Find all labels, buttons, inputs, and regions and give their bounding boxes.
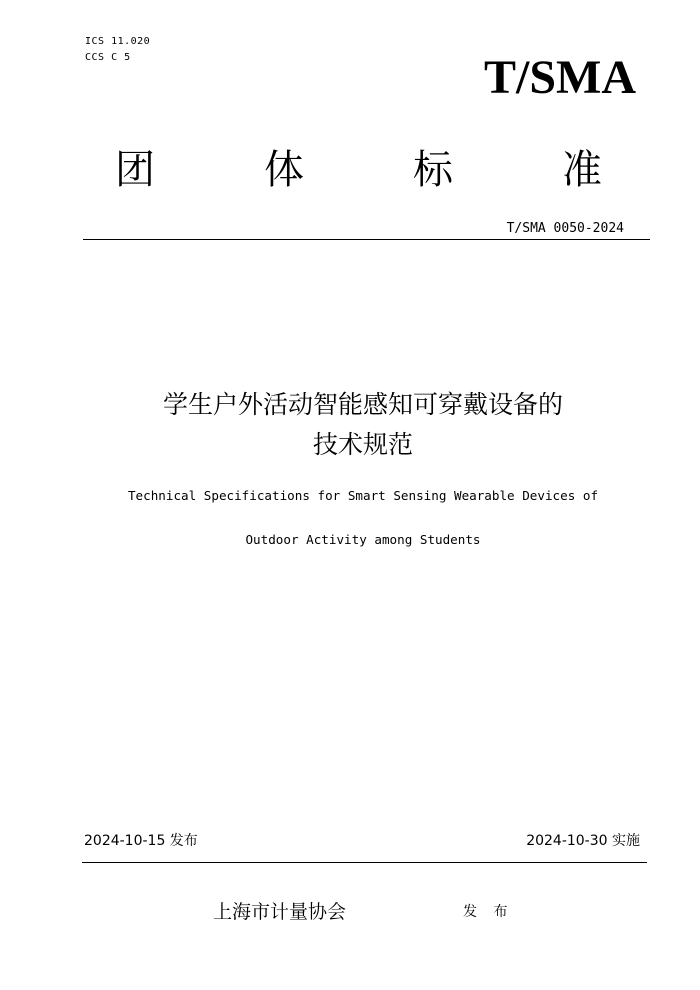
title-english-line-2: Outdoor Activity among Students [245,532,481,547]
title-english-line-1: Technical Specifications for Smart Sensing Wearable Devices of [127,488,599,503]
publisher-name: 上海市计量协会 [213,901,347,923]
ics-code: ICS 11.020 [85,36,151,47]
bottom-divider [82,862,647,863]
top-divider [83,239,650,240]
title-chinese-line-1: 学生户外活动智能感知可穿戴设备的 [162,390,563,419]
publish-label: 发 布 [463,904,514,920]
standard-type-char: 准 [562,147,602,193]
implementation-date: 2024-10-30 实施 [526,833,640,849]
title-chinese-line-2: 技术规范 [312,430,413,459]
standard-type-char: 体 [264,147,304,193]
standard-type-char: 标 [413,147,453,193]
ccs-code: CCS C 5 [85,52,131,63]
issue-date: 2024-10-15 发布 [84,833,198,849]
standard-number: T/SMA 0050-2024 [506,221,624,236]
standard-type-char: 团 [115,147,155,193]
organization-code: T/SMA [483,51,636,104]
